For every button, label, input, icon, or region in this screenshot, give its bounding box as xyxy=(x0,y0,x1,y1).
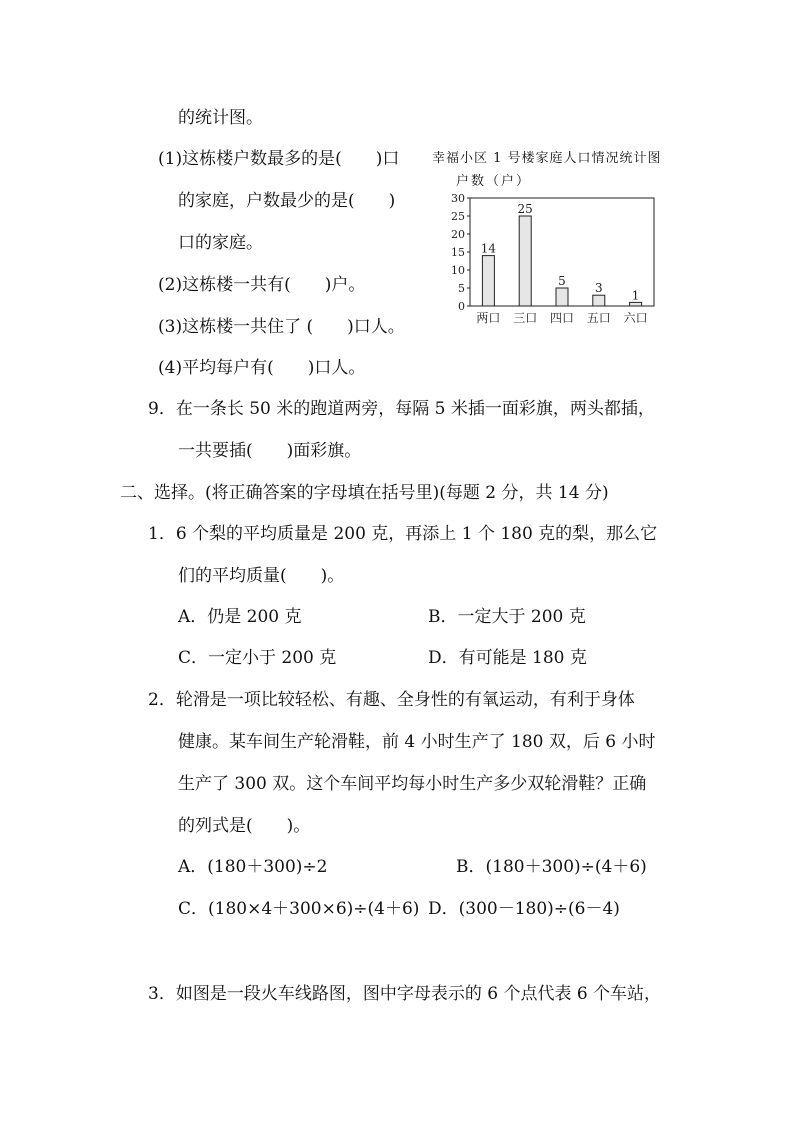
choice-1-option-b: B．一定大于 200 克 xyxy=(428,607,586,627)
choice-1-option-a: A．仍是 200 克 xyxy=(178,607,302,627)
data-label: 3 xyxy=(594,281,603,296)
question-9-line1: 9．在一条长 50 米的跑道两旁，每隔 5 米插一面彩旗，两头都插， xyxy=(148,399,655,419)
choice-2-option-d: D．(300－180)÷(6－4) xyxy=(428,899,620,919)
choice-2-line1: 2．轮滑是一项比较轻松、有趣、全身性的有氧运动，有利于身体 xyxy=(148,690,635,710)
x-tick-label: 两口 xyxy=(476,311,501,325)
chart-y-axis-label: 户数（户） xyxy=(456,174,532,189)
bar-chart xyxy=(440,190,660,330)
data-label: 14 xyxy=(480,241,497,256)
question-8-4: (4)平均每户有( )口人。 xyxy=(158,358,366,378)
text-line: 的统计图。 xyxy=(178,108,263,128)
choice-2-option-c: C．(180×4＋300×6)÷(4＋6) xyxy=(178,899,420,919)
bar xyxy=(556,288,568,306)
question-8-1-line3: 口的家庭。 xyxy=(178,233,263,253)
y-tick-label: 0 xyxy=(458,300,465,313)
data-label: 1 xyxy=(631,288,640,303)
y-tick-label: 20 xyxy=(451,228,465,241)
x-tick-label: 四口 xyxy=(549,311,575,325)
question-8-3: (3)这栋楼一共住了 ( )口人。 xyxy=(158,317,405,337)
chart-title: 幸福小区 1 号楼家庭人口情况统计图 xyxy=(432,151,662,166)
y-tick-label: 5 xyxy=(458,282,465,295)
data-label: 5 xyxy=(558,274,566,288)
choice-2-option-b: B．(180＋300)÷(4＋6) xyxy=(456,857,647,877)
choice-1-line2: 们的平均质量( )。 xyxy=(178,566,345,586)
choice-3-line1: 3．如图是一段火车线路图，图中字母表示的 6 个点代表 6 个车站， xyxy=(148,984,662,1004)
x-tick-label: 六口 xyxy=(623,311,648,325)
choice-2-line2: 健康。某车间生产轮滑鞋，前 4 小时生产了 180 双，后 6 小时 xyxy=(178,732,656,752)
data-label: 25 xyxy=(517,202,533,216)
bar xyxy=(482,256,494,306)
y-tick-label: 30 xyxy=(451,192,465,205)
question-8-2: (2)这栋楼一共有( )户。 xyxy=(158,275,366,295)
section-2-heading: 二、选择。(将正确答案的字母填在括号里)(每题 2 分，共 14 分) xyxy=(120,483,609,503)
question-8-1-line2: 的家庭，户数最少的是( ) xyxy=(178,191,396,211)
question-9-line2: 一共要插( )面彩旗。 xyxy=(178,441,362,461)
choice-1-option-c: C．一定小于 200 克 xyxy=(178,648,337,668)
question-8-1-line1: (1)这栋楼户数最多的是( )口 xyxy=(158,149,400,169)
y-tick-label: 15 xyxy=(451,246,465,259)
choice-1-option-d: D．有可能是 180 克 xyxy=(428,648,587,668)
x-tick-label: 五口 xyxy=(586,311,611,325)
choice-2-line4: 的列式是( )。 xyxy=(178,816,311,836)
choice-2-option-a: A．(180＋300)÷2 xyxy=(178,857,328,877)
x-tick-label: 三口 xyxy=(513,311,538,325)
bar xyxy=(630,302,642,306)
bar xyxy=(519,216,531,306)
y-tick-label: 25 xyxy=(451,210,465,223)
bar xyxy=(593,295,605,306)
choice-1-line1: 1．6 个梨的平均质量是 200 克，再添上 1 个 180 克的梨，那么它 xyxy=(148,524,658,544)
y-tick-label: 10 xyxy=(451,264,465,277)
choice-2-line3: 生产了 300 双。这个车间平均每小时生产多少双轮滑鞋？正确 xyxy=(178,774,647,794)
